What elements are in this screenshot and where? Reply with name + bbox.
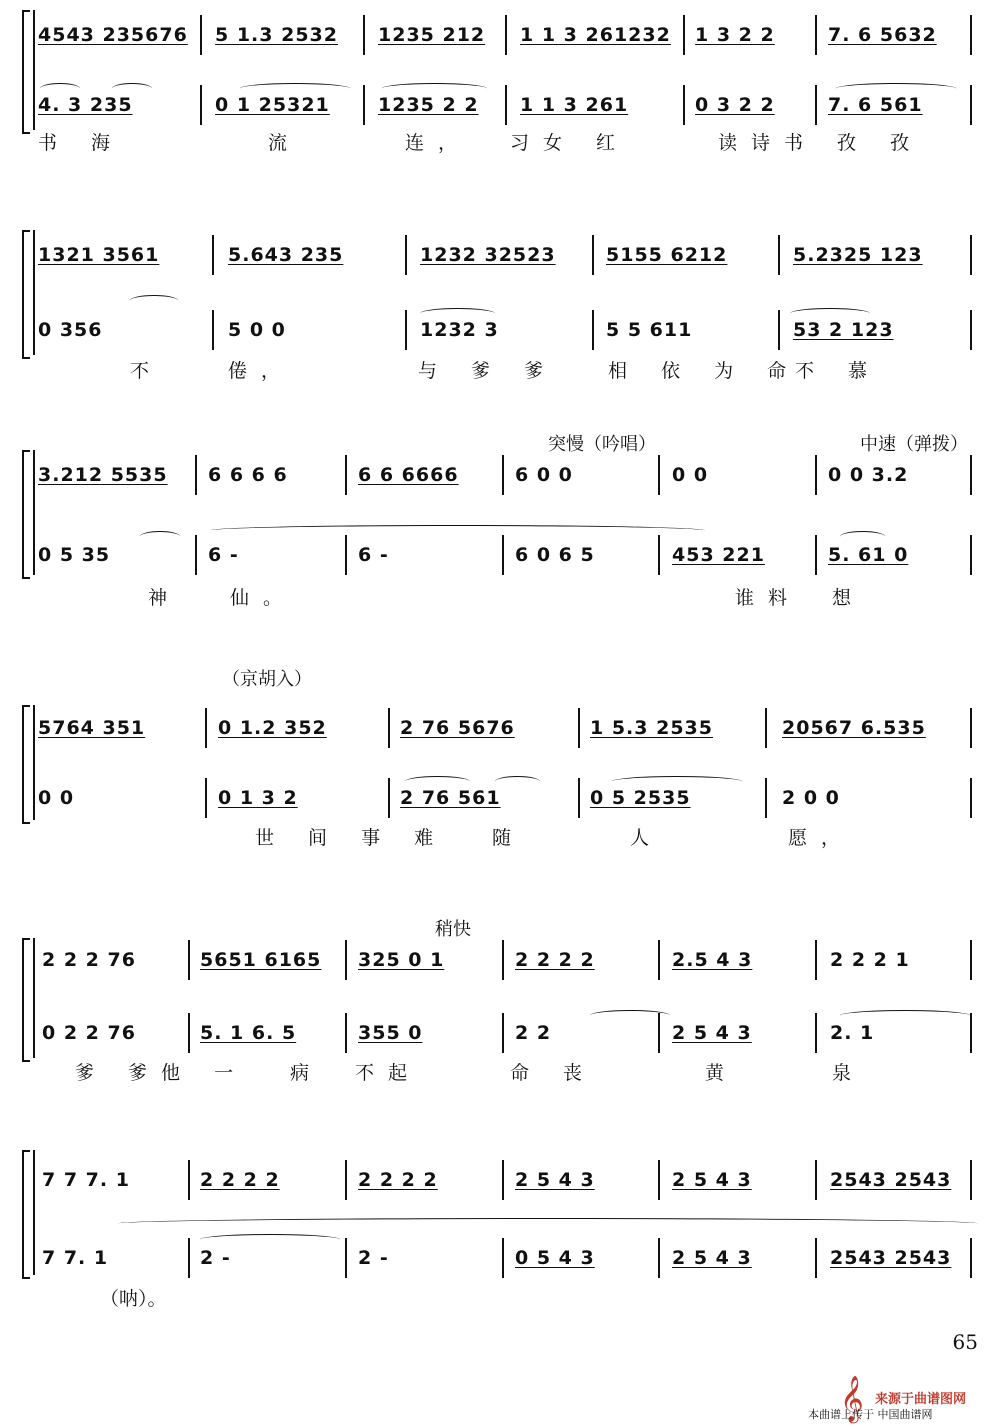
barline [195, 535, 197, 575]
barline [815, 1013, 817, 1053]
measure: 1235 212 [378, 24, 486, 46]
measure: 5.2325 123 [793, 244, 923, 266]
score-system-5 [0, 910, 1000, 1090]
barline [970, 235, 972, 275]
measure: 2 2 2 2 [358, 1169, 438, 1191]
measure: 453 221 [672, 544, 765, 566]
barline [658, 535, 660, 575]
barline [970, 1160, 972, 1200]
barline [502, 1238, 504, 1278]
measure: 2543 2543 [830, 1169, 952, 1191]
measure: 2. 1 [830, 1022, 875, 1044]
barline [970, 1238, 972, 1278]
barline [578, 778, 580, 818]
barline [188, 1013, 190, 1053]
barline [200, 85, 202, 125]
page-number: 65 [952, 1330, 978, 1354]
lyric: 连， [405, 132, 472, 154]
lyric: 想 [832, 587, 866, 609]
barline [345, 455, 347, 495]
barline [502, 940, 504, 980]
measure: 2 76 5676 [400, 717, 515, 739]
lyric: 习女 红 [510, 132, 630, 154]
measure: 2543 2543 [830, 1247, 952, 1269]
slur [40, 83, 80, 94]
barline [970, 708, 972, 748]
barline [405, 310, 407, 350]
barline [505, 85, 507, 125]
slur [840, 1010, 970, 1021]
measure: 0 5 2535 [590, 787, 691, 809]
barline [502, 535, 504, 575]
measure: 20567 6.535 [782, 717, 926, 739]
barline [388, 708, 390, 748]
barline [815, 455, 817, 495]
lyric: 倦， [228, 360, 295, 382]
measure: 1 1 3 261 [520, 94, 629, 116]
slur [405, 776, 470, 787]
barline [970, 940, 972, 980]
measure: 2 2 2 76 [42, 949, 136, 971]
upper-staff [0, 1160, 1000, 1200]
lyric: 命 丧 [510, 1062, 597, 1084]
barline [388, 778, 390, 818]
barline [970, 310, 972, 350]
barline [765, 708, 767, 748]
barline [188, 1238, 190, 1278]
barline [778, 310, 780, 350]
lyric: 不 [130, 360, 164, 382]
score-system-4 [0, 665, 1000, 855]
lyric: 神 [148, 587, 182, 609]
measure: 0 1 25321 [215, 94, 330, 116]
slur [590, 1010, 670, 1021]
treble-clef-icon: 𝄞 [840, 1376, 864, 1422]
measure: 7 7. 1 [42, 1247, 109, 1269]
measure: 2 0 0 [782, 787, 840, 809]
lyric: 流 [268, 132, 302, 154]
measure: 0 1 3 2 [218, 787, 298, 809]
lyric: 谁料 [735, 587, 802, 609]
measure: 6 0 6 5 [515, 544, 595, 566]
lyric: 病 [290, 1062, 324, 1084]
slur [836, 83, 956, 94]
barline [345, 940, 347, 980]
barline [815, 1238, 817, 1278]
barline [345, 1013, 347, 1053]
barline [345, 1160, 347, 1200]
barline [188, 1160, 190, 1200]
measure: 5764 351 [38, 717, 146, 739]
barline [970, 455, 972, 495]
lyric: 愿， [788, 827, 855, 849]
barline [683, 85, 685, 125]
lyric: 不起 [355, 1062, 422, 1084]
upper-staff [0, 15, 1000, 55]
measure: 3.212 5535 [38, 464, 168, 486]
slur [495, 776, 540, 787]
slur [210, 525, 705, 536]
barline [502, 455, 504, 495]
lyric: 书 海 [38, 132, 125, 154]
barline [200, 15, 202, 55]
measure: 7. 6 561 [828, 94, 923, 116]
slur [200, 1234, 340, 1245]
measure: 53 2 123 [793, 319, 894, 341]
lyric: 泉 [832, 1062, 866, 1084]
barline [592, 310, 594, 350]
measure: 0 0 3.2 [828, 464, 909, 486]
barline [592, 235, 594, 275]
barline [502, 1160, 504, 1200]
measure: 1232 32523 [420, 244, 556, 266]
score-system-3 [0, 425, 1000, 615]
barline [363, 15, 365, 55]
slur [790, 308, 870, 319]
slur [140, 531, 180, 542]
measure: 2 2 2 2 [200, 1169, 280, 1191]
measure: 6 0 0 [515, 464, 573, 486]
slur [612, 776, 742, 787]
measure: 2 5 4 3 [672, 1022, 752, 1044]
tempo-annotation: 中速（弹拨） [860, 434, 968, 455]
measure: 2 5 4 3 [672, 1169, 752, 1191]
barline [212, 235, 214, 275]
lyric: 世 间 事 难 [255, 827, 448, 849]
measure: 1 1 3 261232 [520, 24, 671, 46]
barline [815, 1160, 817, 1200]
measure: 6 - [358, 544, 389, 566]
upper-staff [0, 708, 1000, 748]
measure: 2 76 561 [400, 787, 501, 809]
lyric: 人 [630, 827, 664, 849]
lyric: 不 慕 [795, 360, 882, 382]
barline [502, 1013, 504, 1053]
slur [840, 531, 885, 542]
slur [240, 83, 350, 94]
barline [815, 940, 817, 980]
measure: 5651 6165 [200, 949, 322, 971]
measure: 0 1.2 352 [218, 717, 327, 739]
measure: 0 3 2 2 [695, 94, 775, 116]
measure: 6 6 6 6 [208, 464, 288, 486]
lyric: （呐）。 [100, 1288, 167, 1310]
measure: 5 0 0 [228, 319, 286, 341]
measure: 6 6 6666 [358, 464, 459, 486]
barline [815, 15, 817, 55]
measure: 5. 61 0 [828, 544, 909, 566]
barline [778, 235, 780, 275]
measure: 7. 6 5632 [828, 24, 937, 46]
measure: 1321 3561 [38, 244, 160, 266]
lyric: 爹 爹他 一 [75, 1062, 248, 1084]
measure: 0 356 [38, 319, 103, 341]
barline [658, 1160, 660, 1200]
upper-staff [0, 940, 1000, 980]
barline [345, 1238, 347, 1278]
barline [505, 15, 507, 55]
lyric: 随 [492, 827, 526, 849]
measure: 5.643 235 [228, 244, 344, 266]
slur [112, 83, 152, 94]
barline [205, 778, 207, 818]
measure: 7 7 7. 1 [42, 1169, 130, 1191]
measure: 2 - [200, 1247, 231, 1269]
lyric: 相 依 为 命 [608, 360, 801, 382]
barline [970, 778, 972, 818]
measure: 355 0 [358, 1022, 423, 1044]
footer-watermark [800, 1368, 990, 1424]
instrument-annotation: （京胡入） [222, 669, 312, 690]
measure: 5155 6212 [606, 244, 728, 266]
lower-staff [0, 1238, 1000, 1278]
measure: 2 2 2 2 [515, 949, 595, 971]
tempo-annotation: 稍快 [435, 919, 471, 940]
measure: 5 5 611 [606, 319, 693, 341]
score-system-2 [0, 220, 1000, 390]
footer-note: 本曲谱上传于 中国曲谱网 [808, 1408, 933, 1421]
score-system-6 [0, 1150, 1000, 1320]
measure: 2 5 4 3 [515, 1169, 595, 1191]
barline [578, 708, 580, 748]
lyric: 仙。 [230, 587, 297, 609]
measure: 1232 3 [420, 319, 499, 341]
barline [815, 535, 817, 575]
barline [188, 940, 190, 980]
measure: 6 - [208, 544, 239, 566]
slur [382, 83, 487, 94]
barline [765, 778, 767, 818]
barline [970, 85, 972, 125]
barline [363, 85, 365, 125]
barline [658, 940, 660, 980]
measure: 1 5.3 2535 [590, 717, 713, 739]
barline [683, 15, 685, 55]
measure: 2 - [358, 1247, 389, 1269]
barline [658, 1238, 660, 1278]
measure: 325 0 1 [358, 949, 445, 971]
score-system-1 [0, 0, 1000, 160]
measure: 0 0 [38, 787, 75, 809]
barline [405, 235, 407, 275]
measure: 2 5 4 3 [672, 1247, 752, 1269]
upper-staff [0, 235, 1000, 275]
slur [118, 1218, 978, 1229]
barline [815, 85, 817, 125]
measure: 1 3 2 2 [695, 24, 775, 46]
barline [970, 535, 972, 575]
measure: 4. 3 235 [38, 94, 133, 116]
lyric: 与 爹 爹 [418, 360, 558, 382]
measure: 4543 235676 [38, 24, 188, 46]
measure: 5 1.3 2532 [215, 24, 338, 46]
lyric: 黄 [705, 1062, 739, 1084]
measure: 5. 1 6. 5 [200, 1022, 297, 1044]
barline [970, 15, 972, 55]
barline [345, 535, 347, 575]
measure: 0 2 2 76 [42, 1022, 136, 1044]
barline [195, 455, 197, 495]
barline [212, 310, 214, 350]
footer-source: 来源于曲谱图网 [875, 1392, 967, 1407]
lyric: 读诗书 孜 孜 [718, 132, 924, 154]
slur [130, 295, 178, 306]
measure: 2 2 [515, 1022, 552, 1044]
slur [420, 308, 495, 319]
measure: 0 5 4 3 [515, 1247, 595, 1269]
measure: 0 0 [672, 464, 709, 486]
measure: 2.5 4 3 [672, 949, 753, 971]
measure: 2 2 2 1 [830, 949, 910, 971]
barline [970, 1013, 972, 1053]
measure: 1235 2 2 [378, 94, 479, 116]
upper-staff [0, 455, 1000, 495]
measure: 0 5 35 [38, 544, 111, 566]
barline [658, 455, 660, 495]
tempo-annotation: 突慢（吟唱） [548, 434, 656, 455]
barline [205, 708, 207, 748]
